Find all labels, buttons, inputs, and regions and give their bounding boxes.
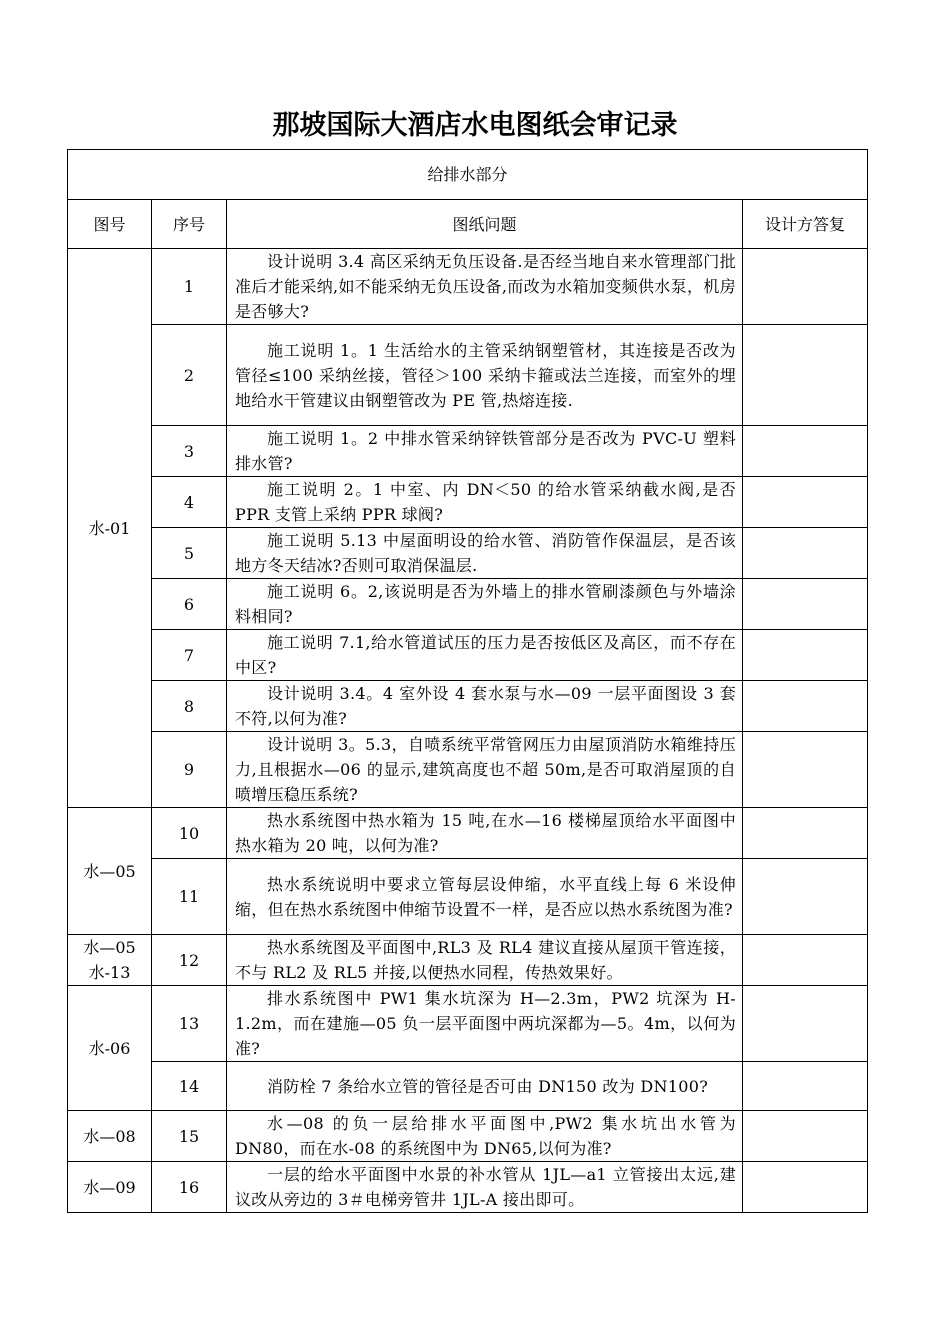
- drawing-cell: 水—05: [68, 808, 152, 935]
- issue-cell: 设计说明 3.4。4 室外设 4 套水泵与水—09 一层平面图设 3 套不符,以何为准?: [227, 681, 743, 732]
- drawing-cell: 水—09: [68, 1162, 152, 1213]
- table-row: [68, 630, 868, 681]
- reply-cell: [743, 630, 868, 681]
- seq-cell: 9: [152, 732, 227, 808]
- reply-cell: [743, 426, 868, 477]
- reply-cell: [743, 249, 868, 325]
- reply-cell: [743, 935, 868, 986]
- issue-cell: 施工说明 7.1,给水管道试压的压力是否按低区及高区，而不存在中区?: [227, 630, 743, 681]
- reply-cell: [743, 986, 868, 1062]
- issue-cell: 施工说明 6。2,该说明是否为外墙上的排水管刷漆颜色与外墙涂料相同?: [227, 579, 743, 630]
- issue-cell: 排水系统图中 PW1 集水坑深为 H—2.3m，PW2 坑深为 H-1.2m，而在建施—05 负一层平面图中两坑深都为—5。4m，以何为准?: [227, 986, 743, 1062]
- drawing-cell: 水-06: [68, 986, 152, 1111]
- table-row: [68, 249, 868, 325]
- seq-cell: 11: [152, 859, 227, 935]
- seq-cell: 16: [152, 1162, 227, 1213]
- issue-cell: 施工说明 1。1 生活给水的主管采纳钢塑管材，其连接是否改为管径≤100 采纳丝接，管径＞100 采纳卡箍或法兰连接，而室外的埋地给水干管建议由钢塑管改为 PE 管,热熔连接.: [227, 325, 743, 426]
- reply-cell: [743, 859, 868, 935]
- issue-cell: 热水系统图及平面图中,RL3 及 RL4 建议直接从屋顶干管连接，不与 RL2 及 RL5 并接,以便热水同程，传热效果好。: [227, 935, 743, 986]
- header-drawing: 图号: [68, 200, 152, 249]
- table-row: [68, 1062, 868, 1111]
- reply-cell: [743, 1162, 868, 1213]
- issue-cell: 施工说明 2。1 中室、内 DN＜50 的给水管采纳截水阀,是否 PPR 支管上采纳 PPR 球阀?: [227, 477, 743, 528]
- issue-cell: 水—08 的负一层给排水平面图中,PW2 集水坑出水管为 DN80，而在水-08 的系统图中为 DN65,以何为准?: [227, 1111, 743, 1162]
- reply-cell: [743, 681, 868, 732]
- section-row: [68, 150, 868, 200]
- table-row: [68, 681, 868, 732]
- section-title: 给排水部分: [68, 150, 868, 200]
- seq-cell: 15: [152, 1111, 227, 1162]
- reply-cell: [743, 808, 868, 859]
- seq-cell: 10: [152, 808, 227, 859]
- seq-cell: 2: [152, 325, 227, 426]
- table-row: [68, 528, 868, 579]
- reply-cell: [743, 732, 868, 808]
- drawing-label-2: 水-13: [88, 963, 131, 982]
- header-seq: 序号: [152, 200, 227, 249]
- issue-cell: 设计说明 3。5.3，自喷系统平常管网压力由屋顶消防水箱维持压力,且根据水—06 的显示,建筑高度也不超 50m,是否可取消屋顶的自喷增压稳压系统?: [227, 732, 743, 808]
- reply-cell: [743, 1111, 868, 1162]
- seq-cell: 6: [152, 579, 227, 630]
- issue-cell: 一层的给水平面图中水景的补水管从 1JL—a1 立管接出太远,建议改从旁边的 3＃电梯旁管井 1JL-A 接出即可。: [227, 1162, 743, 1213]
- reply-cell: [743, 528, 868, 579]
- issue-cell: 消防栓 7 条给水立管的管径是否可由 DN150 改为 DN100?: [227, 1062, 743, 1111]
- drawing-cell: 水—08: [68, 1111, 152, 1162]
- table-row: [68, 579, 868, 630]
- drawing-label: 水—05: [83, 938, 136, 957]
- seq-cell: 7: [152, 630, 227, 681]
- seq-cell: 5: [152, 528, 227, 579]
- table-row: [68, 426, 868, 477]
- drawing-cell: [68, 935, 152, 986]
- page-title: 那坡国际大酒店水电图纸会审记录: [272, 110, 678, 141]
- seq-cell: 1: [152, 249, 227, 325]
- seq-cell: 14: [152, 1062, 227, 1111]
- issue-cell: 设计说明 3.4 高区采纳无负压设备.是否经当地自来水管理部门批准后才能采纳,如不能采纳无负压设备,而改为水箱加变频供水泵，机房是否够大?: [227, 249, 743, 325]
- seq-cell: 3: [152, 426, 227, 477]
- table-row: [68, 477, 868, 528]
- table-row: [68, 732, 868, 808]
- table-row: [68, 1162, 868, 1213]
- reply-cell: [743, 579, 868, 630]
- header-reply: 设计方答复: [743, 200, 868, 249]
- table-row: [68, 859, 868, 935]
- issue-cell: 热水系统说明中要求立管每层设伸缩，水平直线上每 6 米设伸缩，但在热水系统图中伸缩节设置不一样，是否应以热水系统图为准?: [227, 859, 743, 935]
- reply-cell: [743, 325, 868, 426]
- header-issue: 图纸问题: [227, 200, 743, 249]
- seq-cell: 13: [152, 986, 227, 1062]
- drawing-cell: 水-01: [68, 249, 152, 808]
- header-row: [68, 200, 868, 249]
- seq-cell: 8: [152, 681, 227, 732]
- reply-cell: [743, 1062, 868, 1111]
- table-row: [68, 1111, 868, 1162]
- seq-cell: 4: [152, 477, 227, 528]
- table-row: [68, 325, 868, 426]
- table-row: [68, 808, 868, 859]
- review-table: [67, 149, 868, 1213]
- table-row: [68, 986, 868, 1062]
- issue-cell: 施工说明 5.13 中屋面明设的给水管、消防管作保温层，是否该地方冬天结冰?否则可取消保温层.: [227, 528, 743, 579]
- reply-cell: [743, 477, 868, 528]
- seq-cell: 12: [152, 935, 227, 986]
- issue-cell: 热水系统图中热水箱为 15 吨,在水—16 楼梯屋顶给水平面图中热水箱为 20 吨，以何为准?: [227, 808, 743, 859]
- table-row: [68, 935, 868, 986]
- issue-cell: 施工说明 1。2 中排水管采纳锌铁管部分是否改为 PVC-U 塑料排水管?: [227, 426, 743, 477]
